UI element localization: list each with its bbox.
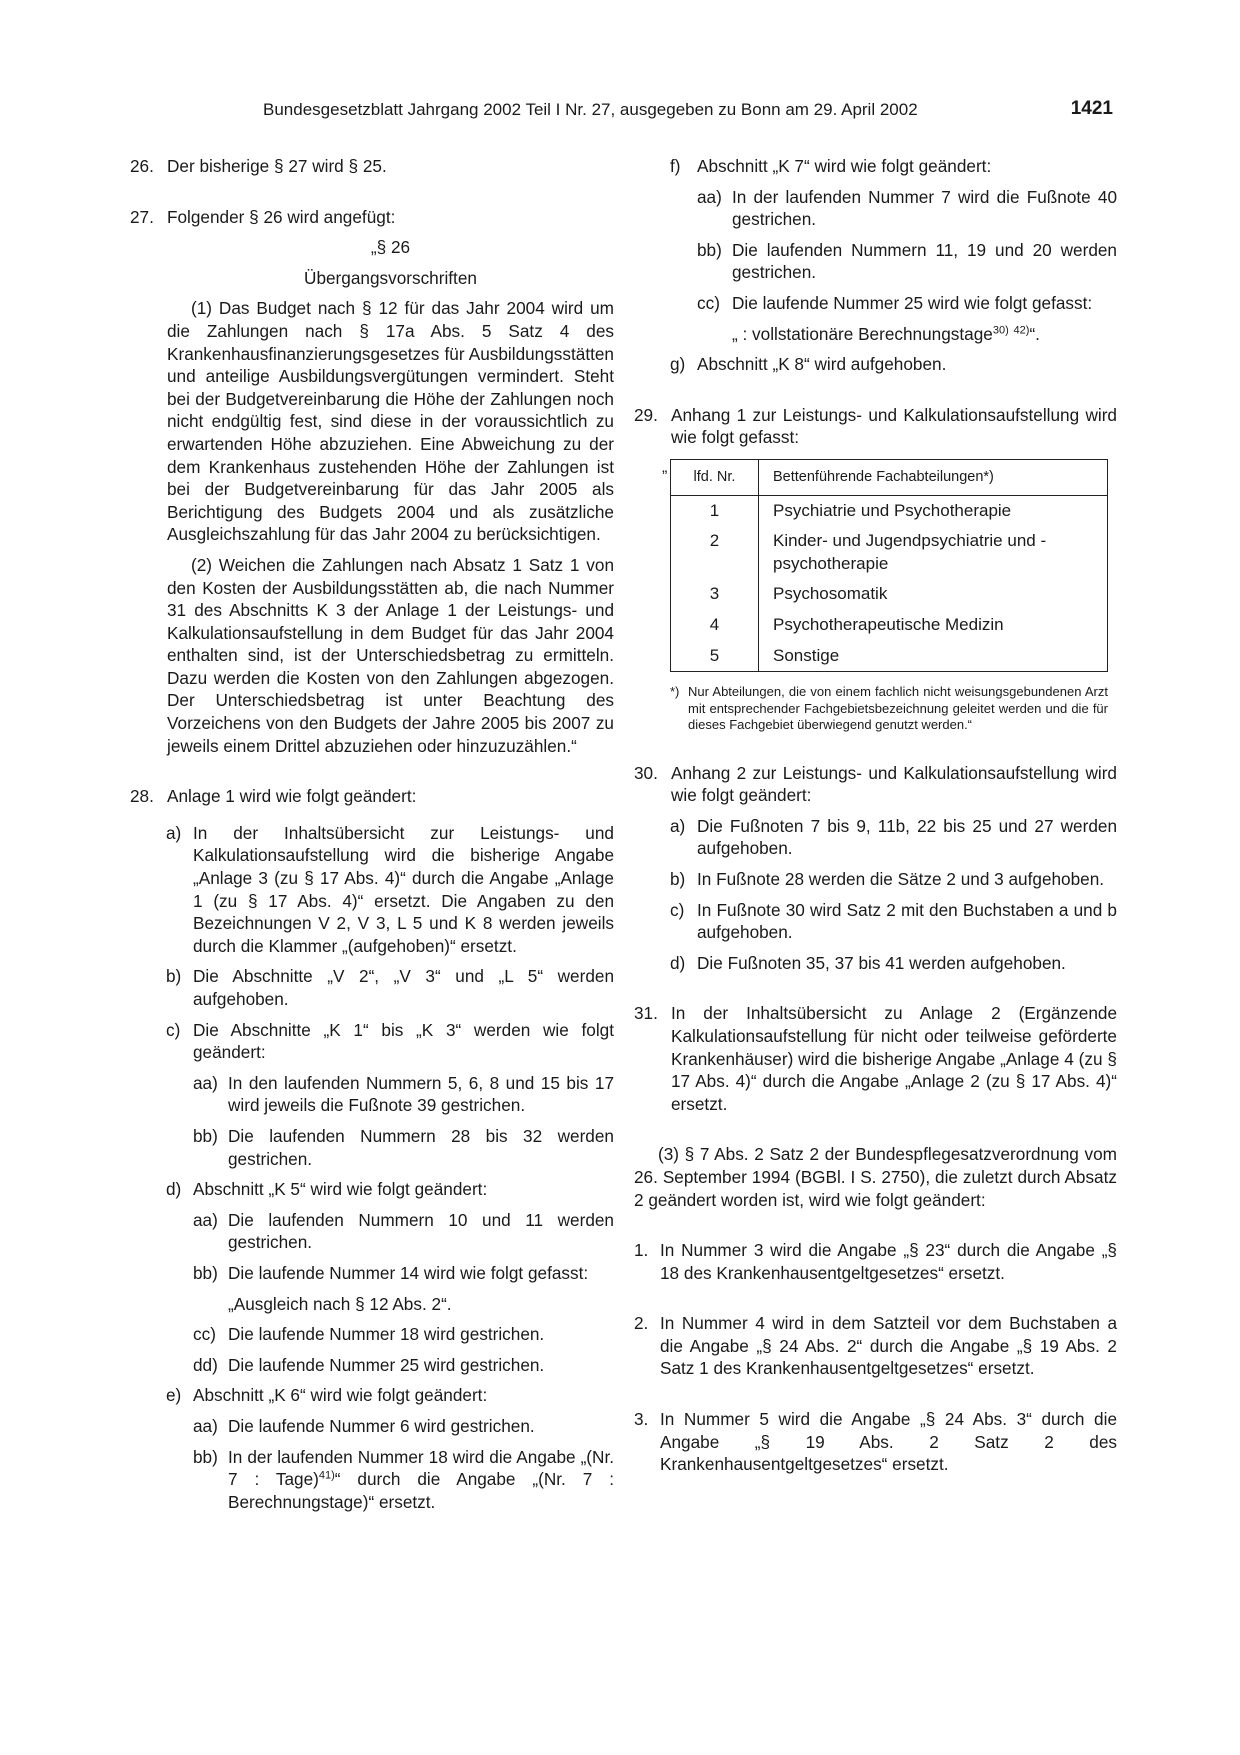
numbered-item-2 bbox=[634, 1312, 1117, 1380]
table-header-row bbox=[671, 459, 1108, 495]
sub-label: d) bbox=[670, 952, 686, 973]
sub-text: Die laufenden Nummern 10 und 11 werden gestrichen. bbox=[228, 1209, 614, 1253]
sub-text: Die Abschnitte „K 1“ bis „K 3“ werden wie folgt geändert: bbox=[193, 1019, 614, 1063]
sub-text: Die laufenden Nummern 11, 19 und 20 werden gestrichen. bbox=[732, 239, 1117, 283]
sub-text: Die laufende Nummer 25 wird wie folgt gefasst: bbox=[732, 292, 1093, 313]
sub-sub-item-aa bbox=[193, 1209, 614, 1254]
item-29 bbox=[634, 404, 1117, 449]
row-department: Psychotherapeutische Medizin bbox=[759, 610, 1108, 641]
sub-text: Die laufende Nummer 18 wird gestrichen. bbox=[228, 1324, 545, 1345]
table-footnote bbox=[670, 684, 1108, 734]
item-number: 1. bbox=[634, 1240, 649, 1261]
sub-label: f) bbox=[670, 156, 681, 176]
sub-item-d bbox=[166, 1178, 614, 1201]
sub-text: Die Fußnoten 7 bis 9, 11b, 22 bis 25 und 27 werden aufgehoben. bbox=[697, 815, 1117, 859]
item-text: Anhang 1 zur Leistungs- und Kalkulationsaufstellung wird wie folgt gefasst: bbox=[671, 404, 1117, 448]
item-number: 31. bbox=[634, 1003, 658, 1024]
row-department: Sonstige bbox=[759, 641, 1108, 672]
sub-text: In den laufenden Nummern 5, 6, 8 und 15 bis 17 wird jeweils die Fußnote 39 gestrichen. bbox=[228, 1072, 614, 1116]
sub-sub-item-bb bbox=[193, 1262, 614, 1285]
sub-label: cc) bbox=[193, 1324, 216, 1345]
sub-item-a bbox=[670, 815, 1117, 860]
sub-item-c bbox=[670, 899, 1117, 944]
sub-item-g bbox=[670, 353, 1117, 376]
sub-label: a) bbox=[670, 815, 686, 836]
sub-text: In Fußnote 30 wird Satz 2 mit den Buchstaben a und b aufgehoben. bbox=[697, 899, 1117, 943]
quoted-text bbox=[732, 323, 1117, 346]
item-text: In Nummer 3 wird die Angabe „§ 23“ durch die Angabe „§ 18 des Krankenhausentgeltgesetzes“ ersetzt. bbox=[660, 1240, 1117, 1283]
item-number: 28. bbox=[130, 786, 154, 807]
row-nr: 5 bbox=[671, 641, 759, 672]
paragraph-3: (3) § 7 Abs. 2 Satz 2 der Bundespflegesatzverordnung vom 26. September 1994 (BGBl. I S. 2750), die zuletzt durch Absatz 2 geändert worden ist, wird wie folgt geändert: bbox=[634, 1144, 1117, 1210]
sub-label: c) bbox=[670, 899, 685, 920]
sub-label: d) bbox=[166, 1179, 182, 1200]
item-text: Der bisherige § 27 wird § 25. bbox=[167, 156, 387, 176]
item-26 bbox=[130, 155, 614, 178]
sub-text: Die laufende Nummer 6 wird gestrichen. bbox=[228, 1415, 535, 1436]
table-row bbox=[671, 641, 1108, 672]
sub-item-e bbox=[166, 1384, 614, 1407]
left-column bbox=[130, 155, 614, 1513]
footnote-text: Nur Abteilungen, die von einem fachlich nicht weisungsgebundenen Arzt mit entsprechender Fachgebietsbezeichnung geleitet werden und die für dieses Fachgebiet überwiegend genutzt werden.“ bbox=[688, 684, 1108, 733]
sub-item-b bbox=[670, 868, 1117, 891]
sub-label: bb) bbox=[193, 1262, 218, 1283]
column-header-nr: lfd. Nr. bbox=[671, 459, 759, 495]
item-30 bbox=[634, 762, 1117, 807]
item-27 bbox=[130, 206, 614, 229]
column-header-departments: Bettenführende Fachabteilungen*) bbox=[759, 459, 1108, 495]
item-text: Anlage 1 wird wie folgt geändert: bbox=[167, 786, 417, 807]
sub-text: Die laufende Nummer 14 wird wie folgt gefasst: bbox=[228, 1262, 589, 1283]
sub-sub-item-bb bbox=[697, 239, 1117, 284]
sub-label: bb) bbox=[193, 1446, 218, 1467]
sub-label: e) bbox=[166, 1385, 182, 1406]
sub-text: Die Fußnoten 35, 37 bis 41 werden aufgehoben. bbox=[697, 952, 1066, 973]
item-number: 26. bbox=[130, 156, 154, 176]
row-department: Psychiatrie und Psychotherapie bbox=[759, 495, 1108, 526]
row-nr: 3 bbox=[671, 579, 759, 610]
footnote-mark: *) bbox=[670, 684, 680, 700]
text-part: “ durch die Angabe „(Nr. 7 : Berechnungstage)“ ersetzt. bbox=[228, 1469, 614, 1512]
page-number: 1421 bbox=[1070, 98, 1113, 119]
sub-label: dd) bbox=[193, 1354, 218, 1375]
item-text: Anhang 2 zur Leistungs- und Kalkulationsaufstellung wird wie folgt geändert: bbox=[671, 762, 1117, 806]
sub-label: aa) bbox=[193, 1072, 218, 1093]
sub-label: c) bbox=[166, 1019, 181, 1040]
opening-quote-mark: „ bbox=[662, 458, 668, 476]
text-part: In der laufenden Nummer 18 wird die Angabe „(Nr. 7 : Tage) bbox=[228, 1446, 614, 1490]
sub-text: In der Inhaltsübersicht zur Leistungs- und Kalkulationsaufstellung wird die bisherige Angabe „Anlage 3 (zu § 17 Abs. 4)“ durch die Angabe „Anlage 1 (zu § 17 Abs. 4)“ ersetzt. Die Angaben zu den Bezeichnungen V 2, V 3, L 5 und K 8 werden jeweils durch die Klammer „(aufgehoben)“ ersetzt. bbox=[193, 822, 614, 956]
text-part: “. bbox=[1029, 323, 1040, 344]
section-label: „§ 26 bbox=[370, 237, 411, 258]
sub-text bbox=[228, 1446, 614, 1514]
sub-sub-item-aa bbox=[697, 186, 1117, 231]
row-department: Kinder- und Jugendpsychiatrie und -psychotherapie bbox=[759, 526, 1108, 579]
sub-sub-item-aa bbox=[193, 1415, 614, 1438]
quoted-text: „Ausgleich nach § 12 Abs. 2“. bbox=[228, 1293, 452, 1314]
table-row bbox=[671, 495, 1108, 526]
item-28 bbox=[130, 785, 614, 808]
sub-item-d bbox=[670, 952, 1117, 975]
numbered-item-3 bbox=[634, 1408, 1117, 1476]
sub-label: aa) bbox=[193, 1415, 218, 1436]
sub-label: aa) bbox=[193, 1209, 218, 1230]
paragraph-1: (1) Das Budget nach § 12 für das Jahr 2004 wird um die Zahlungen nach § 17a Abs. 5 Satz 4 des Krankenhausfinanzierungsgesetzes für Ausbildungsstätten und anteilige Ausbildungsvergütungen vermindert. Steht bei der Budgetvereinbarung die Höhe der Zahlungen noch nicht endgültig fest, sind diese in der voraussichtlich zu erwartenden Höhe abzuziehen. Eine Abweichung zu der dem Krankenhaus zustehenden Höhe der Zahlungen ist bei der Budgetvereinbarung für das Jahr 2005 als Berichtigung des Budgets 2004 und als zusätzliche Ausgleichszahlung für das Jahr 2004 zu berücksichtigen. bbox=[167, 298, 614, 545]
paragraph-2: (2) Weichen die Zahlungen nach Absatz 1 Satz 1 von den Kosten der Ausbildungsstätten ab, die nach Nummer 31 des Abschnitts K 3 der Anlage 1 der Leistungs- und Kalkulationsaufstellung in dem Budget für das Jahr 2004 enthalten sind, ist der Unterschiedsbetrag zu ermitteln. Dazu werden die Kosten von den Zahlungen abgezogen. Der Unterschiedsbetrag ist unter Beachtung des Vorzeichens von den Budgets der Jahre 2005 bis 2007 zu jeweils einem Drittel abzuziehen oder hinzuzuzählen.“ bbox=[167, 554, 614, 756]
footnote-ref: 30) bbox=[992, 323, 1009, 336]
sub-text: Abschnitt „K 8“ wird aufgehoben. bbox=[697, 354, 947, 375]
page-header bbox=[263, 100, 1113, 126]
departments-table bbox=[670, 459, 1108, 672]
sub-text: Abschnitt „K 6“ wird wie folgt geändert: bbox=[193, 1385, 488, 1406]
sub-sub-item-aa bbox=[193, 1072, 614, 1117]
table-row bbox=[671, 579, 1108, 610]
sub-sub-item-bb bbox=[193, 1125, 614, 1170]
item-31 bbox=[634, 1002, 1117, 1115]
section-title: Übergangsvorschriften bbox=[304, 267, 477, 288]
sub-label: aa) bbox=[697, 186, 722, 207]
section-26-block bbox=[167, 228, 614, 757]
footnote-ref: 42) bbox=[1013, 323, 1030, 336]
table-row bbox=[671, 526, 1108, 579]
item-text: In Nummer 5 wird die Angabe „§ 24 Abs. 3“ durch die Angabe „§ 19 Abs. 2 Satz 2 des Krankenhausentgeltgesetzes“ ersetzt. bbox=[660, 1409, 1117, 1475]
item-number: 30. bbox=[634, 762, 658, 783]
footnote-ref: 41) bbox=[318, 1469, 335, 1482]
running-title: Bundesgesetzblatt Jahrgang 2002 Teil I Nr. 27, ausgegeben zu Bonn am 29. April 2002 bbox=[263, 100, 918, 119]
item-text: Folgender § 26 wird angefügt: bbox=[167, 206, 396, 227]
sub-label: a) bbox=[166, 822, 182, 843]
sub-label: bb) bbox=[697, 239, 722, 260]
sub-label: g) bbox=[670, 354, 686, 375]
item-number: 2. bbox=[634, 1313, 649, 1334]
item-text: In Nummer 4 wird in dem Satzteil vor dem Buchstaben a die Angabe „§ 24 Abs. 2“ durch die Angabe „§ 19 Abs. 2 Satz 1 des Krankenhausentgeltgesetzes“ ersetzt. bbox=[660, 1313, 1117, 1379]
row-department: Psychosomatik bbox=[759, 579, 1108, 610]
item-number: 29. bbox=[634, 404, 658, 425]
row-nr: 4 bbox=[671, 610, 759, 641]
sub-sub-item-cc bbox=[697, 292, 1117, 315]
sub-text: In Fußnote 28 werden die Sätze 2 und 3 aufgehoben. bbox=[697, 868, 1105, 889]
sub-label: cc) bbox=[697, 292, 720, 313]
row-nr: 1 bbox=[671, 495, 759, 526]
numbered-item-1 bbox=[634, 1239, 1117, 1284]
row-nr: 2 bbox=[671, 526, 759, 579]
sub-item-c bbox=[166, 1019, 614, 1064]
departments-table-block bbox=[662, 458, 1117, 672]
sub-item-a bbox=[166, 822, 614, 958]
sub-text: Die laufenden Nummern 28 bis 32 werden gestrichen. bbox=[228, 1125, 614, 1169]
sub-label: b) bbox=[166, 966, 182, 987]
table-row bbox=[671, 610, 1108, 641]
sub-label: b) bbox=[670, 868, 686, 889]
sub-text: Abschnitt „K 7“ wird wie folgt geändert: bbox=[697, 156, 992, 176]
item-number: 27. bbox=[130, 206, 154, 227]
sub-sub-item-bb bbox=[193, 1446, 614, 1514]
right-column bbox=[634, 155, 1117, 1476]
sub-text: Abschnitt „K 5“ wird wie folgt geändert: bbox=[193, 1179, 488, 1200]
sub-item-f bbox=[670, 155, 1117, 178]
sub-label: bb) bbox=[193, 1125, 218, 1146]
text-part: „ : vollstationäre Berechnungstage bbox=[732, 323, 993, 344]
sub-item-b bbox=[166, 965, 614, 1010]
item-number: 3. bbox=[634, 1409, 649, 1430]
sub-text: Die Abschnitte „V 2“, „V 3“ und „L 5“ werden aufgehoben. bbox=[193, 966, 614, 1009]
sub-sub-item-cc bbox=[193, 1323, 614, 1346]
sub-text: Die laufende Nummer 25 wird gestrichen. bbox=[228, 1354, 545, 1375]
sub-sub-item-dd bbox=[193, 1354, 614, 1377]
sub-text: In der laufenden Nummer 7 wird die Fußnote 40 gestrichen. bbox=[732, 186, 1117, 230]
item-text: In der Inhaltsübersicht zu Anlage 2 (Ergänzende Kalkulationsaufstellung für nicht oder teilweise geförderte Krankenhäuser) wird die bisherige Angabe „Anlage 4 (zu § 17 Abs. 4)“ durch die Angabe „Anlage 2 (zu § 17 Abs. 4)“ ersetzt. bbox=[671, 1003, 1117, 1114]
